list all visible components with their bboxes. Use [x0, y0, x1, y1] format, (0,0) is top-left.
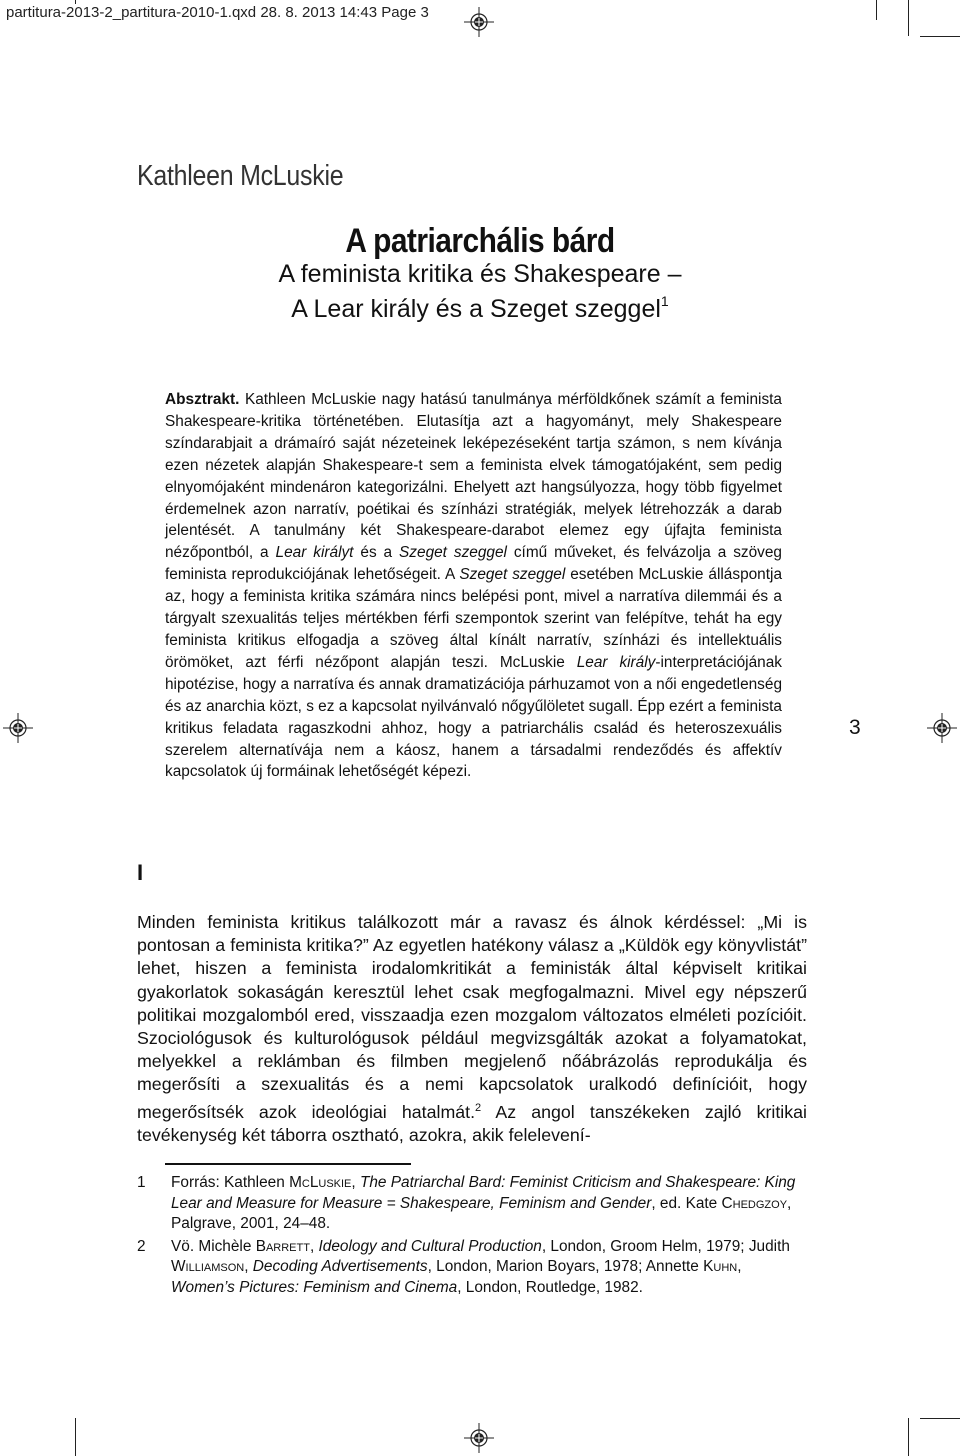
- author-surname: Barrett: [255, 1237, 310, 1255]
- abstract-text: című műveket, és felvázolja a szöveg feminista reprodukciójának lehetőségeit. A: [165, 544, 782, 584]
- registration-mark-icon: [3, 713, 33, 743]
- footnote-text: Vö. Michèle: [171, 1237, 256, 1255]
- author-surname: McLuskie: [289, 1174, 352, 1191]
- article-subtitle-line1: A feminista kritika és Shakespeare –: [278, 260, 682, 288]
- footnote: [137, 1237, 807, 1299]
- print-slug: partitura-2013-2_partitura-2010-1.qxd 28. 8. 2013 14:43 Page 3: [6, 4, 433, 21]
- footnote-number: 1: [137, 1174, 146, 1191]
- footnote-rule: [165, 1163, 411, 1165]
- abstract-italic: Szeget szeggel: [399, 544, 507, 562]
- abstract-text: esetében McLuskie álláspontja az, hogy a feminista kritika számára nincs belépési pont, mivel a narratíva dilemmái és a tárgyalt szexualitás teljes mértékben férfi szempontok szerint van felépítve, tehát ha egy feminista kritikus elfogadja a szöveg által kínált narratív, színházi és intellektuális örömöket, azt férfi nézőpont alapján teszi. McLuskie: [165, 566, 782, 671]
- footnote-ref: 1: [660, 293, 669, 309]
- author-surname: Williamson: [171, 1258, 245, 1275]
- abstract-text: és a: [353, 544, 400, 562]
- footnote-text: ,: [309, 1237, 319, 1255]
- abstract: [165, 389, 782, 783]
- author-surname: Kuhn: [703, 1258, 738, 1275]
- abstract-text: Kathleen McLuskie nagy hatású tanulmánya mérföldkőnek számít a feminista Shakespeare-kritika történetében. Elutasítja azt a hagyományt, mely Shakespeare színdarabjait a drámaíró saját nézeteinek leképezéseként tartja számon, s nem kívánja ezen nézetek alapján Shakespeare-t sem a feminista elvek támogatójaként, sem pedig elnyomójaként mindenáron kategorizálni. Ehelyett azt hangsúlyozza, hogy több figyelmet érdemelnek azon narratív, poétikai és színházi stratégiák, melyek létrehozzák a darab jelentését. A tanulmány két Shakespeare-darabot elemez egy újfajta feminista nézőpontból, a: [165, 391, 782, 562]
- abstract-label: Absztrakt.: [165, 391, 240, 408]
- crop-mark: [876, 0, 877, 20]
- work-title: Ideology and Cultural Production: [318, 1237, 542, 1255]
- article-subtitle-line2: [0, 293, 960, 324]
- registration-mark-icon: [464, 1423, 494, 1453]
- abstract-italic: Lear király: [576, 653, 656, 671]
- page-number: 3: [849, 716, 861, 739]
- footnote-text: ,: [737, 1258, 742, 1275]
- subtitle-text: A Lear király és a Szeget szeggel: [291, 295, 661, 323]
- crop-mark: [920, 1418, 960, 1419]
- crop-mark: [908, 0, 909, 36]
- footnote-text: , London, Marion Boyars, 1978; Annette: [427, 1258, 704, 1275]
- crop-mark: [920, 36, 960, 37]
- author-surname: Chedgzoy: [721, 1194, 788, 1212]
- crop-mark: [75, 1418, 76, 1456]
- footnote: [137, 1173, 807, 1235]
- footnote-ref: 2: [475, 1101, 482, 1114]
- body-paragraph: [137, 911, 807, 1147]
- registration-mark-icon: [927, 713, 957, 743]
- work-title: The Patriarchal Bard: Feminist Criticism and Shakespeare: King Lear and Measure for Measure = Shakespeare, Feminism and Gender: [171, 1174, 796, 1212]
- footnote-text: , Palgrave, 2001, 24–48.: [171, 1194, 792, 1232]
- work-title: Women’s Pictures: Feminism and Cinema: [171, 1278, 458, 1296]
- footnote-text: Forrás: Kathleen: [171, 1174, 290, 1191]
- work-title: Decoding Advertisements: [252, 1258, 428, 1275]
- footnote-text: ,: [351, 1174, 360, 1191]
- crop-mark: [908, 1418, 909, 1456]
- body-text: Minden feminista kritikus találkozott már a ravasz és álnok kérdéssel: „Mi is pontosan a feminista kritika?” Az egyetlen hatékony válasz a „Küldök egy könyvlistát” lehet, hiszen a feminista irodalomkritikát a feministák által képviselt kritikai gyakorlatok sokaságán keresztül lehet csak megfogalmazni. Mivel egy népszerű politikai mozgalomból ered, visszaadja ezen mozgalom változatos elméleti pozícióit. Szociológusok és kulturológusok például megvizsgálták azokat a folyamatokat, melyekkel a reklámban és filmben megjelenő nőábrázolás reprodukálja és megerősíti a szexualitás és a nemi kapcsolatok uralkodó definícióit, hogy megerősítsék azok ideológiai hatalmát.: [137, 912, 807, 1122]
- footnote-text: , London, Groom Helm, 1979; Judith: [541, 1237, 790, 1255]
- footnotes: [137, 1173, 807, 1300]
- footnote-text: , London, Routledge, 1982.: [457, 1278, 643, 1296]
- article-title: A patriarchális bárd: [345, 222, 615, 260]
- section-numeral: I: [137, 860, 144, 885]
- footnote-text: ,: [244, 1258, 253, 1275]
- footnote-text: , ed. Kate: [651, 1194, 722, 1212]
- footnote-number: 2: [137, 1237, 146, 1255]
- abstract-italic: Lear királyt: [275, 544, 354, 562]
- body-text: Az angol tanszékeken zajló kritikai tevékenység két táborra osztható, azokra, akik felelevení-: [137, 1101, 807, 1145]
- abstract-text: -interpretációjának hipotézise, hogy a narratíva és annak dramatizációja párhuzamot von a női engedetlenség és az anarchia közt, s ez a kapcsolat nyilvánvaló nőgyűlöletet sugall. Épp ezért a feminista kritikus feladata ragaszkodni ahhoz, hogy a patriarchális család és heteroszexuális szerelem alternatívája nem a káosz, hanem a társadalmi rendeződés és affektív kapcsolatok új formáinak lehetőségét képezi.: [165, 653, 782, 781]
- registration-mark-icon: [464, 7, 494, 37]
- abstract-italic: Szeget szeggel: [459, 566, 566, 584]
- author-name: Kathleen McLuskie: [137, 160, 344, 192]
